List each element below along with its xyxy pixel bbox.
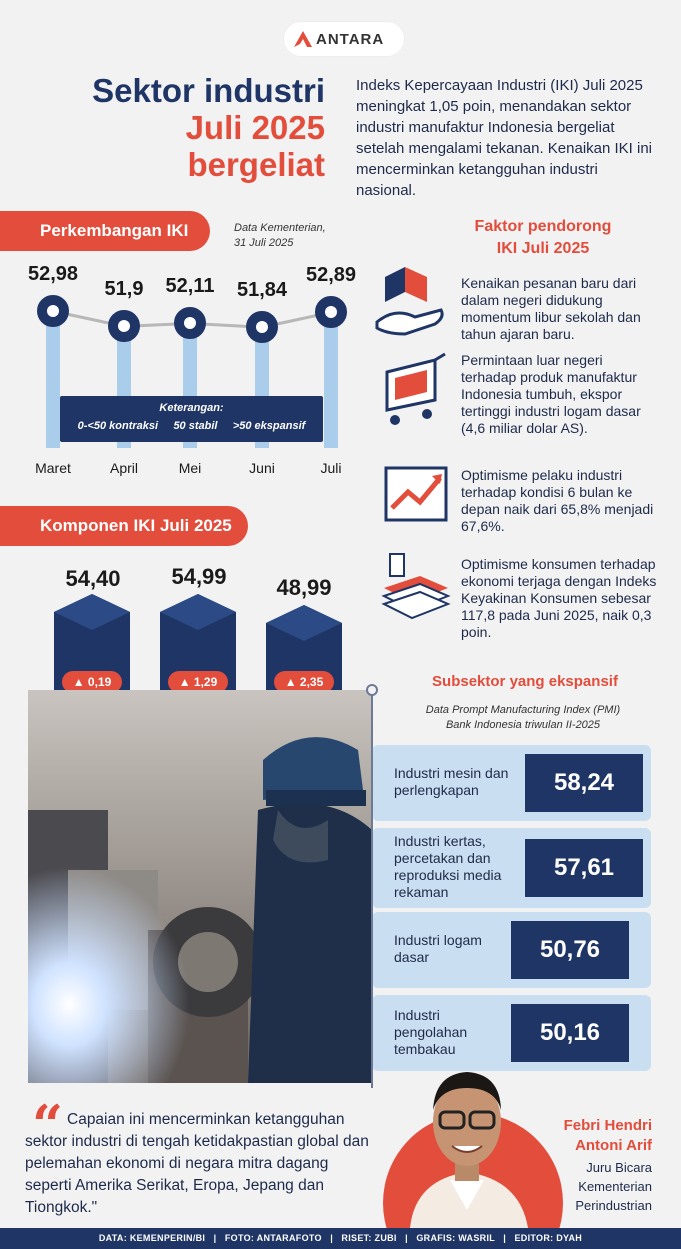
iki-legend [60,396,323,442]
cart-icon [375,350,447,430]
antara-mark-icon [292,29,314,49]
iki-month-label: Mei [178,460,202,476]
iki-month-label: Juni [249,460,275,476]
legend-ekspansif: >50 ekspansif [232,420,306,432]
iki-line-chart [0,260,360,490]
subsektor-row [372,828,651,908]
subsektor-value: 50,76 [511,921,629,979]
timeline-line [371,688,373,1088]
timeline-dot [366,684,378,696]
subsektor-row [372,745,651,821]
subsektor-name: Industri logam dasar [394,932,482,965]
box-hand-icon [375,262,447,342]
worker-photo [28,690,372,1083]
title-line3: bergeliat [187,146,325,183]
speaker-portrait [400,1060,535,1228]
iki-source-line1: Data Kementerian, [234,222,326,234]
quote-mark-icon: “ [32,1093,64,1157]
speaker-name-line2: Antoni Arif [575,1137,652,1154]
trend-chart-icon [380,458,452,538]
iki-source-line2: 31 Juli 2025 [234,237,294,249]
iki-month-label: April [109,460,138,476]
komponen-heading: Komponen IKI Juli 2025 [0,506,248,546]
legend-title: Keterangan: [159,402,224,414]
change-value: 0,19 [87,675,112,689]
speaker-role-line2: Kementerian [578,1179,652,1194]
komponen-value: 54,99 [171,564,227,589]
subsektor-row [372,912,651,988]
antara-logo [284,22,404,56]
legend-stabil: 50 stabil [173,420,218,432]
iki-point [246,311,278,343]
speaker-role-line3: Perindustrian [575,1198,652,1213]
intro-text: Indeks Kepercayaan Industri (IKI) Juli 2025 meningkat 1,05 poin, menandakan sektor industri manufaktur Indonesia bergeliat setelah mengalami tekanan. Kenaikan IKI ini mencerminkan ketangguhan industri nasional. [356,77,653,199]
faktor-heading-line1: Faktor pendorong [474,218,612,235]
subsektor-source-line1: Data Prompt Manufacturing Index (PMI) [425,704,621,716]
subsektor-name: Industri pengolahan tembakau [394,1007,468,1057]
change-value: 2,35 [299,675,324,689]
subsektor-value: 57,61 [525,839,643,897]
iki-value-label: 52,98 [27,263,79,286]
iki-value-label: 51,9 [104,278,144,301]
iki-heading: Perkembangan IKI [0,211,210,251]
money-stack-icon [380,548,452,628]
subsektor-name: Industri kertas, percetakan dan reproduksi media rekaman [394,833,502,900]
speaker-name [540,1116,652,1156]
faktor-heading [438,216,648,260]
change-badge: ▲ 1,29 [168,671,228,693]
credits-footer: DATA: KEMENPERIN/BI | FOTO: ANTARAFOTO | RISET: ZUBI | GRAFIS: WASRIL | EDITOR: DYAH [0,1228,681,1249]
quote-text: Capaian ini mencerminkan ketangguhan sektor industri di tengah ketidakpastian global dan pelemahan ekonomi di negara mitra dagang seperti Amerika Serikat, Eropa, Jepang dan Tiongkok." [25,1111,369,1216]
faktor-heading-line2: IKI Juli 2025 [496,240,590,257]
iki-month-label: Juli [320,460,342,476]
speaker-role-line1: Juru Bicara [586,1160,652,1175]
speaker-name-line1: Febri Hendri [563,1117,652,1134]
iki-source [234,221,326,251]
iki-value-label: 52,89 [305,264,357,287]
subsektor-value: 58,24 [525,754,643,812]
faktor-text: Optimisme pelaku industri terhadap kondisi 6 bulan ke depan naik dari 65,8% menjadi 67,6%. [461,467,654,534]
komponen-value: 54,40 [65,566,121,591]
page-title [50,72,325,183]
brand-name: ANTARA [316,31,385,48]
iki-point [37,295,69,327]
subsektor-source [380,703,666,733]
subsektor-name: Industri mesin dan perlengkapan [394,765,509,798]
change-badge: ▲ 0,19 [62,671,122,693]
faktor-text: Permintaan luar negeri terhadap produk manufaktur Indonesia tumbuh, ekspor tertinggi industri logam dasar (4,6 miliar dolar AS). [461,352,641,436]
faktor-text: Optimisme konsumen terhadap ekonomi terjaga dengan Indeks Keyakinan Konsumen sebesar 117,8 pada Juni 2025, naik 0,3 poin. [461,556,657,640]
faktor-text: Kenaikan pesanan baru dari dalam negeri didukung momentum libur sekolah dan tahun ajaran baru. [461,275,641,342]
change-value: 1,29 [193,675,218,689]
speaker-role [540,1158,652,1215]
subsektor-heading: Subsektor yang ekspansif [432,673,618,690]
komponen-value: 48,99 [276,575,332,600]
subsektor-value: 50,16 [511,1004,629,1062]
iki-month-label: Maret [35,460,71,476]
change-badge: ▲ 2,35 [274,671,334,693]
legend-kontraksi: 0-<50 kontraksi [77,420,159,432]
iki-value-label: 51,84 [236,279,288,302]
title-line2: Juli 2025 [185,109,325,146]
subsektor-source-line2: Bank Indonesia triwulan II-2025 [445,719,601,731]
title-line1: Sektor industri [92,72,325,109]
iki-value-label: 52,11 [165,275,215,298]
